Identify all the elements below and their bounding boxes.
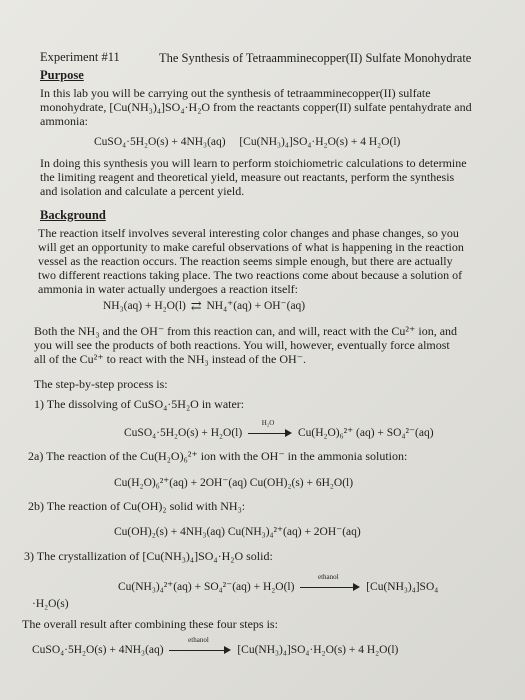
overall-reactants: CuSO₄·5H₂O(s) + 4NH₃(aq) <box>32 644 164 656</box>
overall-label: The overall result after combining these four steps is: <box>22 617 278 631</box>
arrow-condition: H₂O <box>261 419 275 428</box>
step-2b-equation: Cu(OH)₂(s) + 4NH₃(aq) Cu(NH₃)₄²⁺(aq) + 2OH⁻(aq) <box>114 526 361 538</box>
main-equation-reactants: CuSO₄·5H₂O(s) + 4NH₃(aq) <box>94 136 226 148</box>
experiment-number: Experiment #11 <box>40 50 120 64</box>
step-3-reactants: Cu(NH₃)₄²⁺(aq) + SO₄²⁻(aq) + H₂O(l) <box>118 581 295 593</box>
main-equation <box>94 136 400 148</box>
step-1-reactants: CuSO₄·5H₂O(s) + H₂O(l) <box>124 427 243 439</box>
reaction-arrow-icon <box>248 419 292 438</box>
arrow-condition: ethanol <box>188 636 209 645</box>
step-2a-equation: Cu(H₂O)₆²⁺(aq) + 2OH⁻(aq) Cu(OH)₂(s) + 6H₂O(l) <box>114 477 354 489</box>
step-2a-label: 2a) The reaction of the Cu(H₂O)₆²⁺ ion with the OH⁻ in the ammonia solution: <box>28 449 408 463</box>
ammonia-products: NH₄⁺(aq) + OH⁻(aq) <box>206 300 306 312</box>
step-1-equation <box>124 419 434 439</box>
equilibrium-arrow-icon: ⇄ <box>190 298 202 314</box>
background-line: ammonia in water actually undergoes a reaction itself: <box>38 282 299 296</box>
background-line: Both the NH₃ and the OH⁻ from this reaction can, and will, react with the Cu²⁺ ion, and <box>34 324 458 338</box>
background-line: you will see the products of both reactions. You will, however, eventually force almost <box>34 338 450 352</box>
overall-equation <box>32 636 399 656</box>
step-3-equation <box>118 573 439 593</box>
main-equation-products: [Cu(NH₃)₄]SO₄·H₂O(s) + 4 H₂O(l) <box>239 136 401 148</box>
background-line: all of the Cu²⁺ to react with the NH₃ instead of the OH⁻. <box>34 352 307 366</box>
reaction-arrow-icon <box>300 573 360 592</box>
purpose-line: and isolation and calculate a percent yield. <box>40 184 245 198</box>
background-heading: Background <box>40 208 106 222</box>
overall-products: [Cu(NH₃)₄]SO₄·H₂O(s) + 4 H₂O(l) <box>237 644 399 656</box>
step-3-label: 3) The crystallization of [Cu(NH₃)₄]SO₄·H₂O solid: <box>24 549 273 563</box>
document-title: The Synthesis of Tetraamminecopper(II) Sulfate Monohydrate <box>159 51 472 65</box>
step-1-label: 1) The dissolving of CuSO₄·5H₂O in water: <box>34 397 245 411</box>
background-line: will get an opportunity to make careful observations of what is happening in the reaction <box>38 240 464 254</box>
step-3-products: [Cu(NH₃)₄]SO₄ <box>366 581 439 593</box>
purpose-line: monohydrate, [Cu(NH₃)₄]SO₄·H₂O from the reactants copper(II) sulfate pentahydrate and <box>40 100 472 114</box>
step-1-products: Cu(H₂O)₆²⁺ (aq) + SO₄²⁻(aq) <box>297 427 434 439</box>
background-line: two different reactions taking place. The two reactions come about because a solution of <box>38 268 463 282</box>
step-3-continuation: ·H₂O(s) <box>32 598 69 610</box>
step-2b-label: 2b) The reaction of Cu(OH)₂ solid with NH₃: <box>28 499 246 513</box>
purpose-line: In this lab you will be carrying out the synthesis of tetraamminecopper(II) sulfate <box>40 86 431 100</box>
arrow-condition: ethanol <box>318 573 339 582</box>
purpose-line: the limiting reagent and theoretical yield, measure out reactants, perform the synthesis <box>40 170 455 184</box>
background-line: vessel as the reaction occurs. The reaction seems simple enough, but there are actually <box>38 254 453 268</box>
reaction-arrow-icon <box>169 636 231 655</box>
ammonia-reactants: NH₃(aq) + H₂O(l) <box>103 300 186 312</box>
process-intro: The step-by-step process is: <box>34 377 168 391</box>
background-line: The reaction itself involves several interesting color changes and phase changes, so you <box>38 226 459 240</box>
purpose-heading: Purpose <box>40 68 84 82</box>
purpose-line: In doing this synthesis you will learn to perform stoichiometric calculations to determine <box>40 156 467 170</box>
ammonia-equation <box>103 298 305 314</box>
purpose-line: ammonia: <box>40 114 88 128</box>
